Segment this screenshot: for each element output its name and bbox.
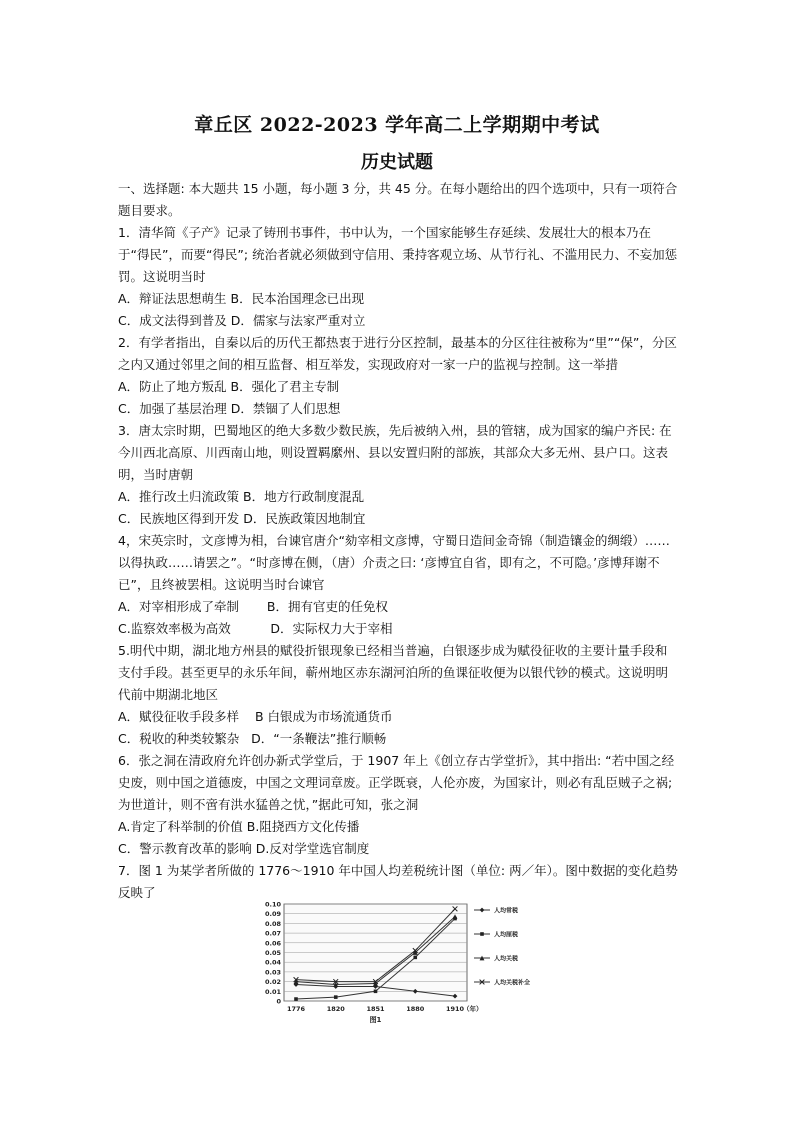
question-stem: 2．有学者指出，自秦以后的历代王都热衷于进行分区控制，最基本的分区往往被称为“里”“保”，分区之内又通过邻里之间的相互监督、相互举发，实现政府对一家一户的监视与控制。这一举措 — [118, 335, 677, 372]
legend-label: 人均关税补全 — [494, 979, 531, 987]
question-stem: 7．图 1 为某学者所做的 1776～1910 年中国人均差税统计图（单位: 两／年）。图中数据的变化趋势反映了 — [118, 863, 678, 900]
y-tick-label: 0.08 — [264, 919, 281, 928]
question-option: A．对宰相形成了牵制 B．拥有官吏的任免权 — [118, 599, 388, 614]
question-5 — [118, 640, 678, 750]
y-tick-label: 0.03 — [264, 968, 281, 977]
y-tick-label: 0.10 — [264, 900, 281, 909]
question-1 — [118, 222, 678, 332]
data-point — [334, 995, 338, 999]
legend-label: 人均关税 — [494, 955, 519, 963]
tax-line-chart — [252, 896, 542, 1024]
question-4 — [118, 530, 678, 640]
question-option: A.肯定了科举制的价值 B.阻挠西方文化传播 — [118, 819, 360, 834]
y-tick-label: 0.04 — [264, 958, 281, 967]
y-tick-label: 0 — [276, 997, 281, 1006]
question-option: A．赋役征收手段多样 B 白银成为市场流通货币 — [118, 709, 393, 724]
y-tick-label: 0.07 — [264, 929, 281, 938]
question-3 — [118, 420, 678, 530]
question-stem: 6．张之洞在清政府允许创办新式学堂后，于 1907 年上《创立存古学堂折》，其中指出: “若中国之经史废，则中国之道德废，中国之文理词章废。正学既衰，人伦亦废，为国家计，则必有乱臣贼子之祸; 为世道计，则不啻有洪水猛兽之忧，”据此可知，张之洞 — [118, 753, 675, 812]
data-point — [374, 990, 378, 994]
x-tick-label: 1776 — [286, 1005, 306, 1013]
question-stem: 3．唐太宗时期，巴蜀地区的绝大多数少数民族，先后被纳入州，县的管辖，成为国家的编户齐民: 在今川西北高原、川西南山地，则设置羁縻州、县以安置归附的部族，其部众大多无州、县户口。这表明，当时唐朝 — [118, 423, 672, 482]
question-option: C.监察效率极为高效 D．实际权力大于宰相 — [118, 621, 393, 636]
x-tick-label: 1820 — [326, 1005, 345, 1013]
x-unit-label: （年） — [463, 1005, 483, 1013]
section-intro: 一、选择题: 本大题共 15 小题，每小题 3 分，共 45 分。在每小题给出的四个选项中，只有一项符合题目要求。 — [118, 181, 678, 218]
data-point — [294, 997, 298, 1001]
question-2 — [118, 332, 678, 420]
exam-content — [118, 178, 678, 904]
x-tick-label: 1880 — [406, 1005, 425, 1013]
question-stem: 5.明代中期，湖北地方州县的赋役折银现象已经相当普遍，白银逐步成为赋役征收的主要计量手段和支付手段。甚至更早的永乐年间，蕲州地区赤东湖河泊所的鱼课征收便为以银代钞的模式。这说明明代前中期湖北地区 — [118, 643, 669, 702]
legend-marker — [480, 908, 485, 913]
legend-label: 人均常税 — [494, 907, 519, 915]
exam-title: 章丘区 2022-2023 学年高二上学期期中考试 — [194, 114, 600, 136]
y-tick-label: 0.09 — [264, 910, 281, 919]
question-option: A．防止了地方叛乱 B．强化了君主专制 — [118, 379, 340, 394]
y-tick-label: 0.01 — [264, 987, 281, 996]
question-option: C．民族地区得到开发 D．民族政策因地制宜 — [118, 511, 366, 526]
legend-marker — [480, 932, 484, 936]
exam-subtitle: 历史试题 — [361, 152, 433, 173]
figure-caption: 图1 — [369, 1016, 382, 1024]
y-tick-label: 0.05 — [264, 949, 281, 957]
x-tick-label: 1851 — [366, 1005, 385, 1013]
question-option: C．加强了基层治理 D．禁锢了人们思想 — [118, 401, 341, 416]
x-tick-label: 1910 — [445, 1005, 465, 1013]
question-stem: 1．清华简《子产》记录了铸刑书事件，书中认为，一个国家能够生存延续、发展壮大的根本乃在于“得民”，而要“得民”; 统治者就必须做到守信用、秉持客观立场、从节行礼、不滥用民力、不妄加惩罚。这说明当时 — [118, 225, 678, 284]
question-option: A．推行改土归流政策 B．地方行政制度混乱 — [118, 489, 365, 504]
question-option: C．警示教育改革的影响 D.反对学堂选官制度 — [118, 841, 370, 856]
data-point — [413, 956, 417, 960]
y-tick-label: 0.06 — [264, 939, 281, 948]
y-tick-label: 0.02 — [264, 978, 281, 987]
question-stem: 4，宋英宗时，文彦博为相，台谏官唐介“劾宰相文彦博，守蜀日造间金奇锦（制造镶金的绸缎）……以得执政……请罢之”。“时彦博在侧，（唐）介责之曰: ‘彦博宜自省，即有之，不可隐。’彦博拜谢不已”，且终被罢相。这说明当时台谏官 — [118, 533, 670, 592]
question-option: C．成文法得到普及 D．儒家与法家严重对立 — [118, 313, 366, 328]
question-6 — [118, 750, 678, 860]
legend-label: 人均厘税 — [494, 931, 519, 939]
question-option: A．辩证法思想萌生 B．民本治国理念已出现 — [118, 291, 365, 306]
question-option: C．税收的种类较繁杂 D．“一条鞭法”推行顺畅 — [118, 731, 387, 746]
